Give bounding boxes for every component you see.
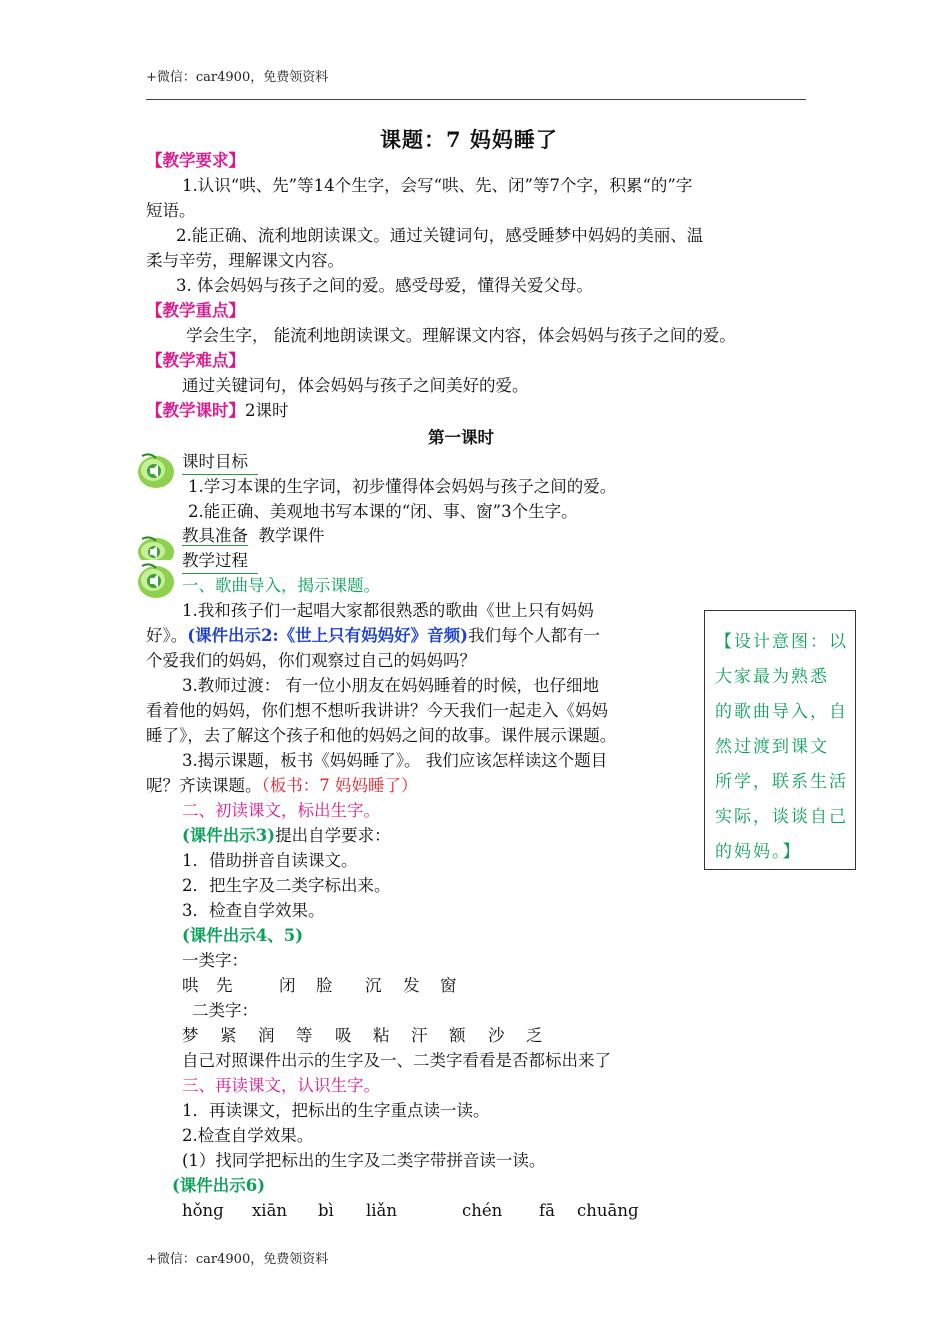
design-intent-line: 实际，谈谈自己 (715, 807, 848, 827)
design-intent-box (704, 610, 856, 870)
difficulty-text: 通过关键词句，体会妈妈与孩子之间美好的爱。 (182, 376, 529, 395)
key-points-label: 【教学重点】 (146, 301, 245, 320)
courseware-show-4-5: (课件出示4、5) (182, 926, 304, 945)
char: 窗 (440, 976, 457, 995)
reread-1: 1．再读课文，把标出的生字重点读一读。 (182, 1101, 490, 1120)
para-1a: 1.我和孩子们一起唱大家都很熟悉的歌曲《世上只有妈妈 (182, 601, 594, 620)
leaf-speaker-icon (136, 450, 176, 490)
courseware-show-3: (课件出示3) (182, 826, 276, 845)
category-2-label: 二类字： (192, 1001, 258, 1020)
show-3-text: 提出自学要求： (275, 826, 391, 845)
requirement-1b: 短语。 (146, 201, 196, 220)
page-header: +微信：car4900，免费领资料 (146, 70, 329, 85)
char: 发 (403, 976, 420, 995)
para-4a: 3.揭示课题，板书《妈妈睡了》。 我们应该怎样读这个题目 (182, 751, 608, 770)
para-4b-pre: 呢？齐读课题。 (146, 776, 262, 795)
prep-row (182, 523, 325, 548)
char: 汗 (411, 1026, 428, 1045)
hours-label: 【教学课时】 (146, 401, 245, 420)
step-1-heading: 一、歌曲导入，揭示课题。 (182, 576, 380, 595)
design-intent-line: 【设计意图：以 (715, 632, 848, 652)
char: 等 (296, 1026, 313, 1045)
requirement-1a: 1.认识“哄、先”等14个生字，会写“哄、先、闭”等7个字，积累“的”字 (182, 176, 693, 195)
requirements-label: 【教学要求】 (146, 151, 245, 170)
pinyin: chuānɡ (577, 1201, 639, 1220)
goal-1: 1.学习本课的生字词，初步懂得体会妈妈与孩子之间的爱。 (188, 477, 617, 496)
char: 沉 (365, 976, 382, 995)
process-heading: 教学过程 (182, 548, 258, 574)
lesson-title: 第一课时 (428, 428, 494, 447)
para-3c: 睡了》，去了解这个孩子和他的妈妈之间的故事。课件展示课题。 (146, 726, 617, 745)
char: 乏 (526, 1026, 543, 1045)
char: 粘 (373, 1026, 390, 1045)
char: 脸 (316, 976, 333, 995)
category-1-chars (182, 973, 482, 998)
goal-2: 2.能正确、美观地书写本课的“闭、事、窗”3个生字。 (188, 502, 578, 521)
char: 闭 (279, 976, 296, 995)
pinyin: hǒnɡ (182, 1201, 224, 1220)
design-intent-line: 的妈妈。】 (715, 842, 802, 862)
category-2-chars (182, 1023, 582, 1048)
show-3-row (182, 823, 391, 848)
pinyin: liǎn (366, 1201, 398, 1220)
char: 吸 (335, 1026, 352, 1045)
para-3a: 3.教师过渡： 有一位小朋友在妈妈睡着的时候，也仔细地 (182, 676, 599, 695)
design-intent-line: 然过渡到课文 (715, 737, 829, 757)
char: 紧 (220, 1026, 237, 1045)
design-intent-line: 大家最为熟悉 (715, 667, 829, 687)
board-note: （板书：7 妈妈睡了） (261, 776, 418, 795)
step-2-heading: 二、初读课文，标出生字。 (182, 801, 380, 820)
para-4b (146, 773, 418, 798)
courseware-show-2: (课件出示2:《世上只有妈妈好》音频) (187, 626, 468, 645)
requirement-item-2: 2．把生字及二类字标出来。 (182, 876, 391, 895)
goals-heading: 课时目标 (182, 449, 258, 475)
design-intent-line: 的歌曲导入，自 (715, 702, 848, 722)
page-footer: +微信：car4900，免费领资料 (146, 1252, 329, 1267)
char: 沙 (488, 1026, 505, 1045)
para-1c: 个爱我们的妈妈，你们观察过自己的妈妈吗？ (146, 651, 476, 670)
char: 润 (258, 1026, 275, 1045)
requirement-2a: 2.能正确、流利地朗读课文。通过关键词句，感受睡梦中妈妈的美丽、温 (176, 226, 704, 245)
leaf-speaker-icon (136, 560, 176, 600)
pinyin: chén (462, 1201, 503, 1220)
self-check-text: 自己对照课件出示的生字及一、二类字看看是否都标出来了 (182, 1051, 611, 1070)
pinyin-row (182, 1198, 682, 1223)
hours-value: 2课时 (245, 401, 289, 420)
difficulty-label: 【教学难点】 (146, 351, 245, 370)
hours-row (146, 398, 289, 423)
para-1b-pre: 好》。 (146, 626, 188, 645)
pinyin: bì (318, 1201, 334, 1220)
requirement-item-1: 1．借助拼音自读课文。 (182, 851, 358, 870)
reread-2: 2.检查自学效果。 (182, 1126, 314, 1145)
char: 先 (216, 976, 233, 995)
char: 梦 (182, 1026, 199, 1045)
header-rule (146, 99, 806, 100)
para-3b: 看着他的妈妈，你们想不想听我讲讲？今天我们一起走入《妈妈 (146, 701, 608, 720)
char: 额 (449, 1026, 466, 1045)
reread-3: (1）找同学把标出的生字及二类字带拼音读一读。 (182, 1151, 546, 1170)
page-title: 课题：7 妈妈睡了 (380, 127, 558, 152)
para-1b (146, 623, 600, 648)
pinyin: xiān (252, 1201, 288, 1220)
design-intent-line: 所学，联系生活 (715, 772, 848, 792)
category-1-label: 一类字： (182, 951, 248, 970)
para-1b-post: 我们每个人都有一 (467, 626, 600, 645)
prep-value: 教学课件 (258, 526, 325, 545)
pinyin: fā (539, 1201, 555, 1220)
prep-heading: 教具准备 (182, 526, 248, 545)
requirement-item-3: 3．检查自学效果。 (182, 901, 325, 920)
leaf-speaker-icon (136, 534, 176, 560)
courseware-show-6: (课件出示6) (172, 1176, 266, 1195)
requirement-2b: 柔与辛劳，理解课文内容。 (146, 251, 344, 270)
requirement-3: 3. 体会妈妈与孩子之间的爱。感受母爱，懂得关爱父母。 (176, 276, 593, 295)
char: 哄 (182, 976, 199, 995)
step-3-heading: 三、再读课文，认识生字。 (182, 1076, 380, 1095)
key-points-text: 学会生字， 能流利地朗读课文。理解课文内容，体会妈妈与孩子之间的爱。 (186, 326, 736, 345)
